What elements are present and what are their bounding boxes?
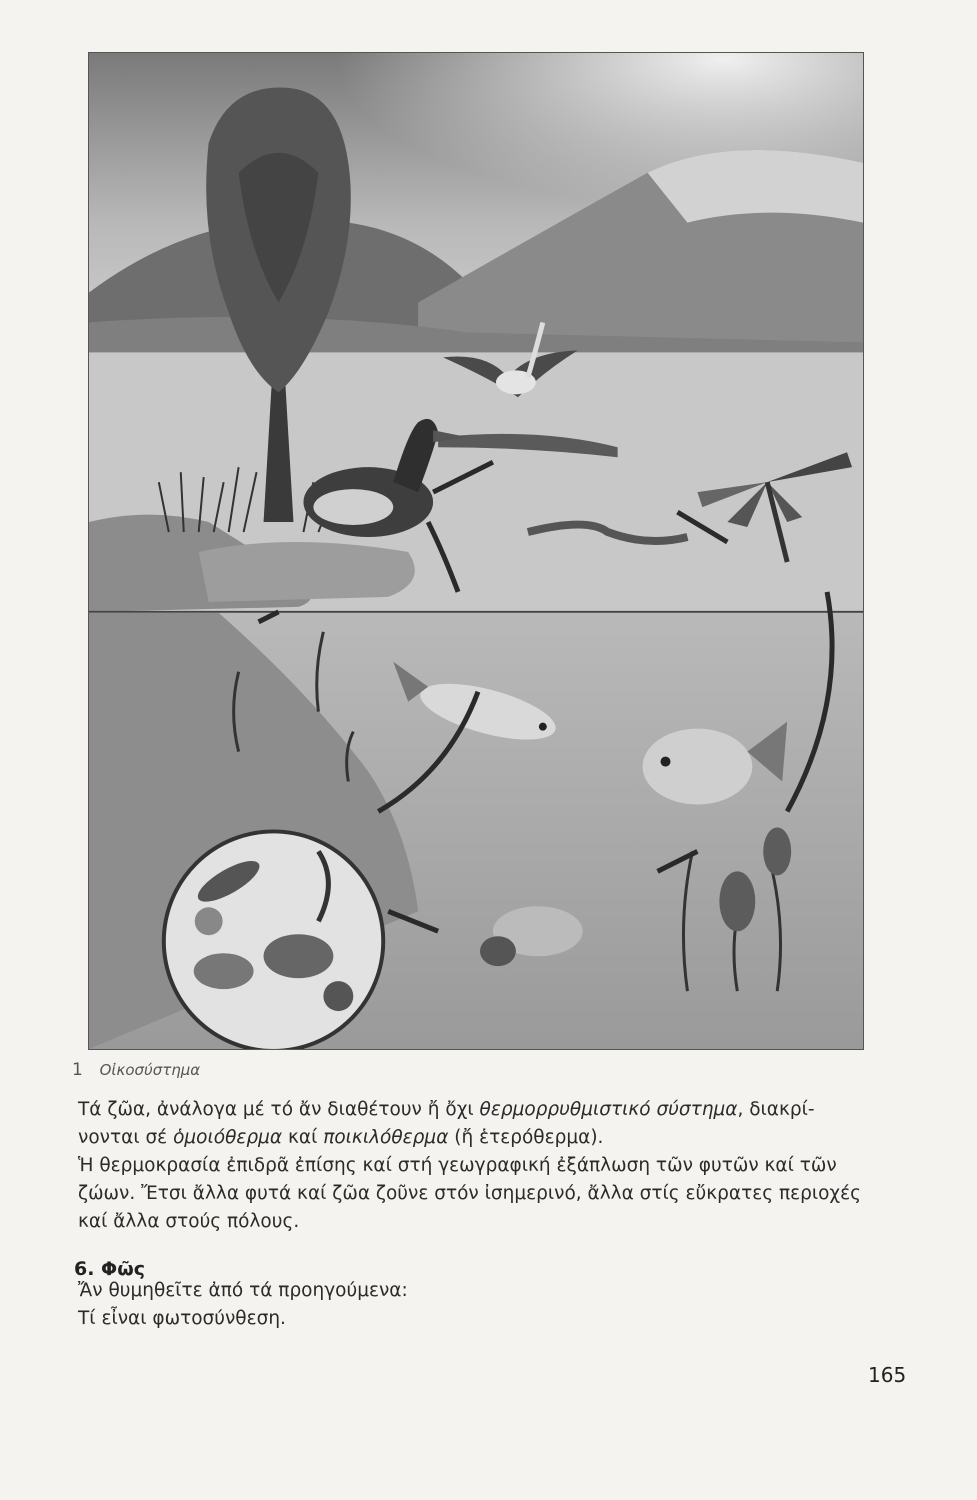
- ecosystem-illustration: [88, 52, 864, 1050]
- section-question: Τί εἶναι φωτοσύνθεση.: [78, 1308, 286, 1329]
- paragraph-distribution: [78, 1152, 908, 1236]
- term-poikilotherm: ποικιλόθερμα: [323, 1127, 449, 1148]
- text-segment: , διακρί-: [737, 1099, 815, 1120]
- figure-title: Οἰκοσύστημα: [99, 1061, 201, 1079]
- text-segment: (ἤ ἑτερόθερμα).: [448, 1127, 604, 1148]
- figure-number: 1: [72, 1060, 83, 1080]
- page-number: 165: [868, 1363, 907, 1387]
- text-segment: καί: [282, 1127, 324, 1148]
- paragraph-thermoregulation: [78, 1096, 908, 1152]
- term-homeotherm: ὁμοιόθερμα: [173, 1127, 283, 1148]
- section-heading: 6. Φῶς: [74, 1258, 145, 1280]
- term-thermoregulation: θερμορρυθμιστικό σύστημα: [479, 1099, 738, 1120]
- text-line: ζώων. Ἔτσι ἄλλα φυτά καί ζῶα ζοῦνε στόν ἰσημερινό, ἄλλα στίς εὔκρατες περιοχές: [78, 1183, 861, 1204]
- ecosystem-drawing: [89, 53, 863, 1049]
- text-segment: Τά ζῶα, ἀνάλογα μέ τό ἄν διαθέτουν ἤ ὄχι: [78, 1099, 480, 1120]
- figure-caption: [72, 1060, 200, 1080]
- text-line: καί ἄλλα στούς πόλους.: [78, 1211, 300, 1232]
- section-question-intro: Ἄν θυμηθεῖτε ἀπό τά προηγούμενα:: [78, 1280, 408, 1301]
- text-segment: νονται σέ: [78, 1127, 174, 1148]
- microorganisms-circle: [164, 831, 383, 1049]
- text-line: Ἡ θερμοκρασία ἐπιδρᾶ ἐπίσης καί στή γεωγραφική ἐξάπλωση τῶν φυτῶν καί τῶν: [78, 1155, 837, 1176]
